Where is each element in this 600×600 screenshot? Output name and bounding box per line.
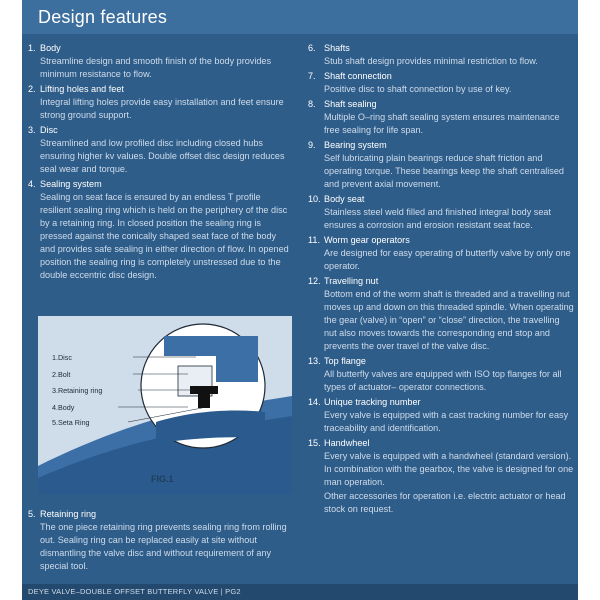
feature-description [308,55,574,68]
bottom-left-features-column [28,508,290,575]
feature-title: Unique tracking number [324,397,421,407]
fig-label-body: 4.Body [52,403,75,412]
feature-item [28,178,290,282]
feature-item [28,42,290,81]
feature-description-paragraph: Sealing on seat face is ensured by an endless T profile resilient sealing ring which is held on the periphery of the disc by a retaining ring. In closed position the sealing ring is pressed against the conically shaped seat face of the body and provides safe sealing in either direction of flow. In opened position the sealing ring is completely unstressed due to the double eccentric disc design. [40,192,289,280]
fig-label-retaining-ring: 3.Retaining ring [52,386,103,395]
header-bar [22,0,578,34]
feature-description [308,368,574,394]
feature-description [28,55,290,81]
feature-description-paragraph: Other accessories for operation i.e. electric actuator or head stock on request. [324,491,566,514]
feature-description [28,137,290,176]
feature-title: Shafts [324,43,350,53]
feature-heading [308,42,574,55]
feature-description [308,450,574,516]
feature-description-paragraph: Are designed for easy operating of butterfly valve by only one operator. [324,248,571,271]
fig-label-disc: 1.Disc [52,353,72,362]
feature-title: Shaft sealing [324,99,377,109]
feature-number: 1. [28,43,36,53]
feature-heading [308,98,574,111]
feature-title: Top flange [324,356,366,366]
feature-heading [308,355,574,368]
feature-item [308,234,574,273]
feature-item [308,193,574,232]
feature-description-paragraph: Positive disc to shaft connection by use of key. [324,84,512,94]
feature-number: 7. [308,71,316,81]
feature-title: Bearing system [324,140,387,150]
feature-number: 11. [308,235,320,245]
feature-number: 3. [28,125,36,135]
feature-description-paragraph: Stub shaft design provides minimal restriction to flow. [324,56,538,66]
feature-description [308,206,574,232]
feature-number: 13. [308,356,321,366]
feature-description-paragraph: Streamline design and smooth finish of the body provides minimum resistance to flow. [40,56,272,79]
feature-description [28,191,290,282]
feature-item [308,355,574,394]
feature-description-paragraph: Streamlined and low profiled disc including closed hubs ensuring higher kv values. Double offset disc design reduces seal wear and torque. [40,138,285,174]
feature-heading [308,234,574,247]
feature-description [308,409,574,435]
feature-description [308,288,574,353]
feature-title: Body [40,43,61,53]
right-features-column [308,42,574,518]
feature-title: Disc [40,125,58,135]
feature-item [308,98,574,137]
fig1-diagram [38,316,292,494]
feature-item [28,508,290,573]
feature-title: Body seat [324,194,365,204]
feature-description-paragraph: The one piece retaining ring prevents sealing ring from rolling out. Sealing ring can be replaced easily at site without dismantling the valve disc and without requirement of any special tool. [40,522,287,571]
feature-heading [308,437,574,450]
feature-description [308,152,574,191]
feature-title: Worm gear operators [324,235,410,245]
feature-number: 4. [28,179,36,189]
feature-description [308,247,574,273]
feature-description [28,96,290,122]
feature-heading [308,193,574,206]
feature-heading [28,124,290,137]
feature-description-paragraph: Multiple O–ring shaft sealing system ensures maintenance free sealing for life span. [324,112,560,135]
left-features-column [28,42,290,284]
fig-label-seal-ring: 5.Seta Ring [52,418,90,427]
feature-description-paragraph: Every valve is equipped with a cast tracking number for easy traceability and identification. [324,410,569,433]
feature-description-paragraph: Bottom end of the worm shaft is threaded and a travelling nut moves up and down on this threaded spindle. When operating the gear (valve) in “open” or “close” direction, the travelling nut also moves towards the corresponding end stop and prevents the over travel of the valve disc. [324,289,574,351]
feature-item [28,83,290,122]
feature-number: 14. [308,397,321,407]
feature-description-paragraph: Stainless steel weld filled and finished integral body seat ensures a corrosion and erosion resistant seat face. [324,207,551,230]
feature-item [308,42,574,68]
feature-title: Travelling nut [324,276,379,286]
feature-item [308,437,574,516]
feature-description-paragraph: Every valve is equipped with a handwheel (standard version). In combination with the gearbox, the valve is designed for one man operation. [324,451,574,487]
feature-number: 8. [308,99,316,109]
feature-item [308,70,574,96]
feature-item [308,275,574,353]
feature-number: 9. [308,140,316,150]
page-title: Design features [38,7,168,27]
feature-description [28,521,290,573]
valve-cross-section-illustration [38,316,292,494]
feature-heading [308,275,574,288]
feature-description [308,83,574,96]
feature-title: Shaft connection [324,71,392,81]
fig-label-bolt: 2.Bolt [52,370,71,379]
feature-heading [28,178,290,191]
feature-heading [308,139,574,152]
feature-heading [28,83,290,96]
feature-number: 12. [308,276,321,286]
feature-description [308,111,574,137]
feature-title: Retaining ring [40,509,97,519]
feature-number: 5. [28,509,36,519]
feature-heading [28,42,290,55]
feature-heading [308,70,574,83]
feature-description-paragraph: Integral lifting holes provide easy installation and feet ensure strong ground support. [40,97,284,120]
figure-caption: FIG.1 [151,474,174,484]
footer-bar [22,584,578,600]
feature-item [308,139,574,191]
footer-text: DEYE VALVE–DOUBLE OFFSET BUTTERFLY VALVE | PG2 [28,587,241,596]
feature-heading [28,508,290,521]
feature-title: Sealing system [40,179,102,189]
brochure-page [22,0,578,600]
feature-number: 15. [308,438,321,448]
feature-number: 10. [308,194,321,204]
feature-item [28,124,290,176]
feature-item [308,396,574,435]
feature-title: Handwheel [324,438,370,448]
feature-description-paragraph: All butterfly valves are equipped with ISO top flanges for all types of actuator– operator connections. [324,369,562,392]
feature-number: 2. [28,84,36,94]
feature-heading [308,396,574,409]
feature-title: Lifting holes and feet [40,84,124,94]
feature-description-paragraph: Self lubricating plain bearings reduce shaft friction and operating torque. These bearings keep the shaft centralised and prevent axial movement. [324,153,564,189]
feature-number: 6. [308,43,316,53]
